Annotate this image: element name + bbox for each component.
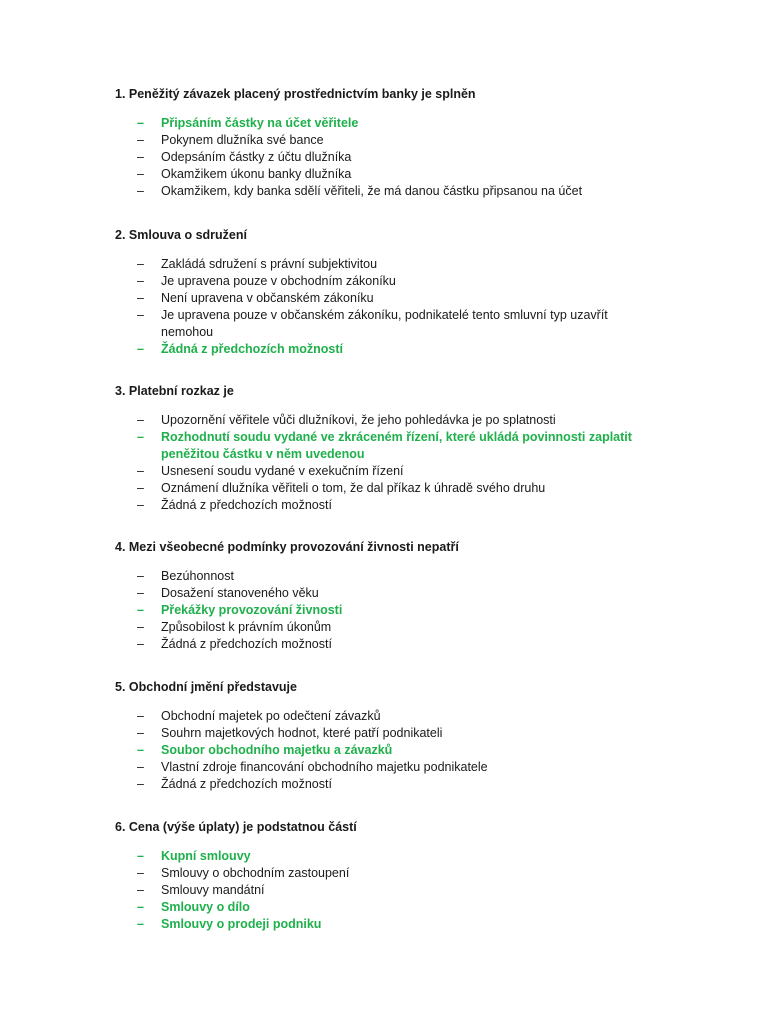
answer-list (115, 568, 655, 653)
answer-item (115, 636, 661, 653)
answer-item (115, 307, 661, 341)
dash-bullet: – (137, 464, 144, 478)
answer-item (115, 183, 661, 200)
answer-item (115, 848, 661, 865)
dash-bullet: – (137, 413, 144, 427)
answer-text: Překážky provozování živnosti (161, 603, 343, 617)
answer-text: Smlouvy o dílo (161, 900, 250, 914)
dash-bullet: – (137, 726, 144, 740)
answer-text: Soubor obchodního majetku a závazků (161, 743, 393, 757)
answer-item (115, 759, 661, 776)
dash-bullet: – (137, 116, 144, 130)
question-6 (115, 819, 655, 933)
dash-bullet: – (137, 620, 144, 634)
answer-text: Smlouvy o obchodním zastoupení (161, 866, 350, 880)
question-title: 2. Smlouva o sdružení (115, 228, 247, 242)
answer-text: Žádná z předchozích možností (161, 777, 332, 791)
answer-item (115, 341, 661, 358)
answer-text: Zakládá sdružení s právní subjektivitou (161, 257, 378, 271)
question-title: 5. Obchodní jmění představuje (115, 680, 297, 694)
answer-item (115, 115, 661, 132)
dash-bullet: – (137, 866, 144, 880)
answer-list (115, 412, 655, 514)
answer-text: Oznámení dlužníka věřiteli o tom, že dal příkaz k úhradě svého druhu (161, 481, 546, 495)
question-3 (115, 383, 655, 514)
answer-item (115, 899, 661, 916)
answer-item (115, 619, 661, 636)
answer-text: Okamžikem úkonu banky dlužníka (161, 167, 352, 181)
answer-text: Je upravena pouze v obchodním zákoníku (161, 274, 396, 288)
answer-item (115, 916, 661, 933)
answer-item (115, 602, 661, 619)
answer-item (115, 412, 661, 429)
answer-item (115, 708, 661, 725)
answer-item (115, 742, 661, 759)
answer-text: Pokynem dlužníka své bance (161, 133, 324, 147)
answer-text: Je upravena pouze v občanském zákoníku, podnikatelé tento smluvní typ uzavřít nemohou (161, 308, 608, 339)
answer-item (115, 429, 661, 463)
answer-text: Kupní smlouvy (161, 849, 251, 863)
answer-list (115, 708, 655, 793)
question-title: 4. Mezi všeobecné podmínky provozování živnosti nepatří (115, 540, 459, 554)
answer-item (115, 497, 661, 514)
answer-item (115, 568, 661, 585)
answer-text: Dosažení stanoveného věku (161, 586, 319, 600)
dash-bullet: – (137, 291, 144, 305)
answer-text: Připsáním částky na účet věřitele (161, 116, 359, 130)
dash-bullet: – (137, 167, 144, 181)
answer-text: Souhrn majetkových hodnot, které patří podnikateli (161, 726, 443, 740)
dash-bullet: – (137, 883, 144, 897)
answer-item (115, 725, 661, 742)
answer-item (115, 882, 661, 899)
dash-bullet: – (137, 308, 144, 322)
question-title: 3. Platební rozkaz je (115, 384, 234, 398)
dash-bullet: – (137, 274, 144, 288)
question-2 (115, 227, 655, 358)
answer-item (115, 149, 661, 166)
question-5 (115, 679, 655, 793)
answer-text: Způsobilost k právním úkonům (161, 620, 332, 634)
answer-text: Smlouvy o prodeji podniku (161, 917, 322, 931)
answer-item (115, 166, 661, 183)
answer-item (115, 480, 661, 497)
question-1 (115, 86, 655, 200)
dash-bullet: – (137, 184, 144, 198)
answer-item (115, 132, 661, 149)
answer-item (115, 273, 661, 290)
dash-bullet: – (137, 586, 144, 600)
dash-bullet: – (137, 481, 144, 495)
answer-item (115, 776, 661, 793)
answer-text: Není upravena v občanském zákoníku (161, 291, 374, 305)
dash-bullet: – (137, 430, 144, 444)
dash-bullet: – (137, 569, 144, 583)
dash-bullet: – (137, 709, 144, 723)
dash-bullet: – (137, 498, 144, 512)
answer-text: Okamžikem, kdy banka sdělí věřiteli, že má danou částku připsanou na účet (161, 184, 583, 198)
answer-text: Vlastní zdroje financování obchodního majetku podnikatele (161, 760, 488, 774)
answer-list (115, 256, 655, 358)
dash-bullet: – (137, 603, 144, 617)
answer-item (115, 585, 661, 602)
answer-list (115, 115, 655, 200)
question-4 (115, 539, 655, 653)
dash-bullet: – (137, 133, 144, 147)
dash-bullet: – (137, 150, 144, 164)
answer-text: Rozhodnutí soudu vydané ve zkráceném řízení, které ukládá povinnosti zaplatit peněžitou částku v něm uvedenou (161, 430, 632, 461)
dash-bullet: – (137, 743, 144, 757)
question-title: 1. Peněžitý závazek placený prostřednictvím banky je splněn (115, 87, 476, 101)
answer-item (115, 865, 661, 882)
answer-list (115, 848, 655, 933)
answer-text: Upozornění věřitele vůči dlužníkovi, že jeho pohledávka je po splatnosti (161, 413, 556, 427)
answer-text: Žádná z předchozích možností (161, 637, 332, 651)
dash-bullet: – (137, 760, 144, 774)
dash-bullet: – (137, 900, 144, 914)
answer-item (115, 256, 661, 273)
dash-bullet: – (137, 849, 144, 863)
answer-text: Smlouvy mandátní (161, 883, 265, 897)
dash-bullet: – (137, 342, 144, 356)
dash-bullet: – (137, 777, 144, 791)
dash-bullet: – (137, 257, 144, 271)
answer-text: Usnesení soudu vydané v exekučním řízení (161, 464, 404, 478)
answer-item (115, 290, 661, 307)
answer-text: Odepsáním částky z účtu dlužníka (161, 150, 352, 164)
dash-bullet: – (137, 917, 144, 931)
dash-bullet: – (137, 637, 144, 651)
answer-text: Žádná z předchozích možností (161, 342, 343, 356)
answer-text: Bezúhonnost (161, 569, 234, 583)
question-title: 6. Cena (výše úplaty) je podstatnou částí (115, 820, 357, 834)
answer-text: Žádná z předchozích možností (161, 498, 332, 512)
answer-text: Obchodní majetek po odečtení závazků (161, 709, 381, 723)
answer-item (115, 463, 661, 480)
